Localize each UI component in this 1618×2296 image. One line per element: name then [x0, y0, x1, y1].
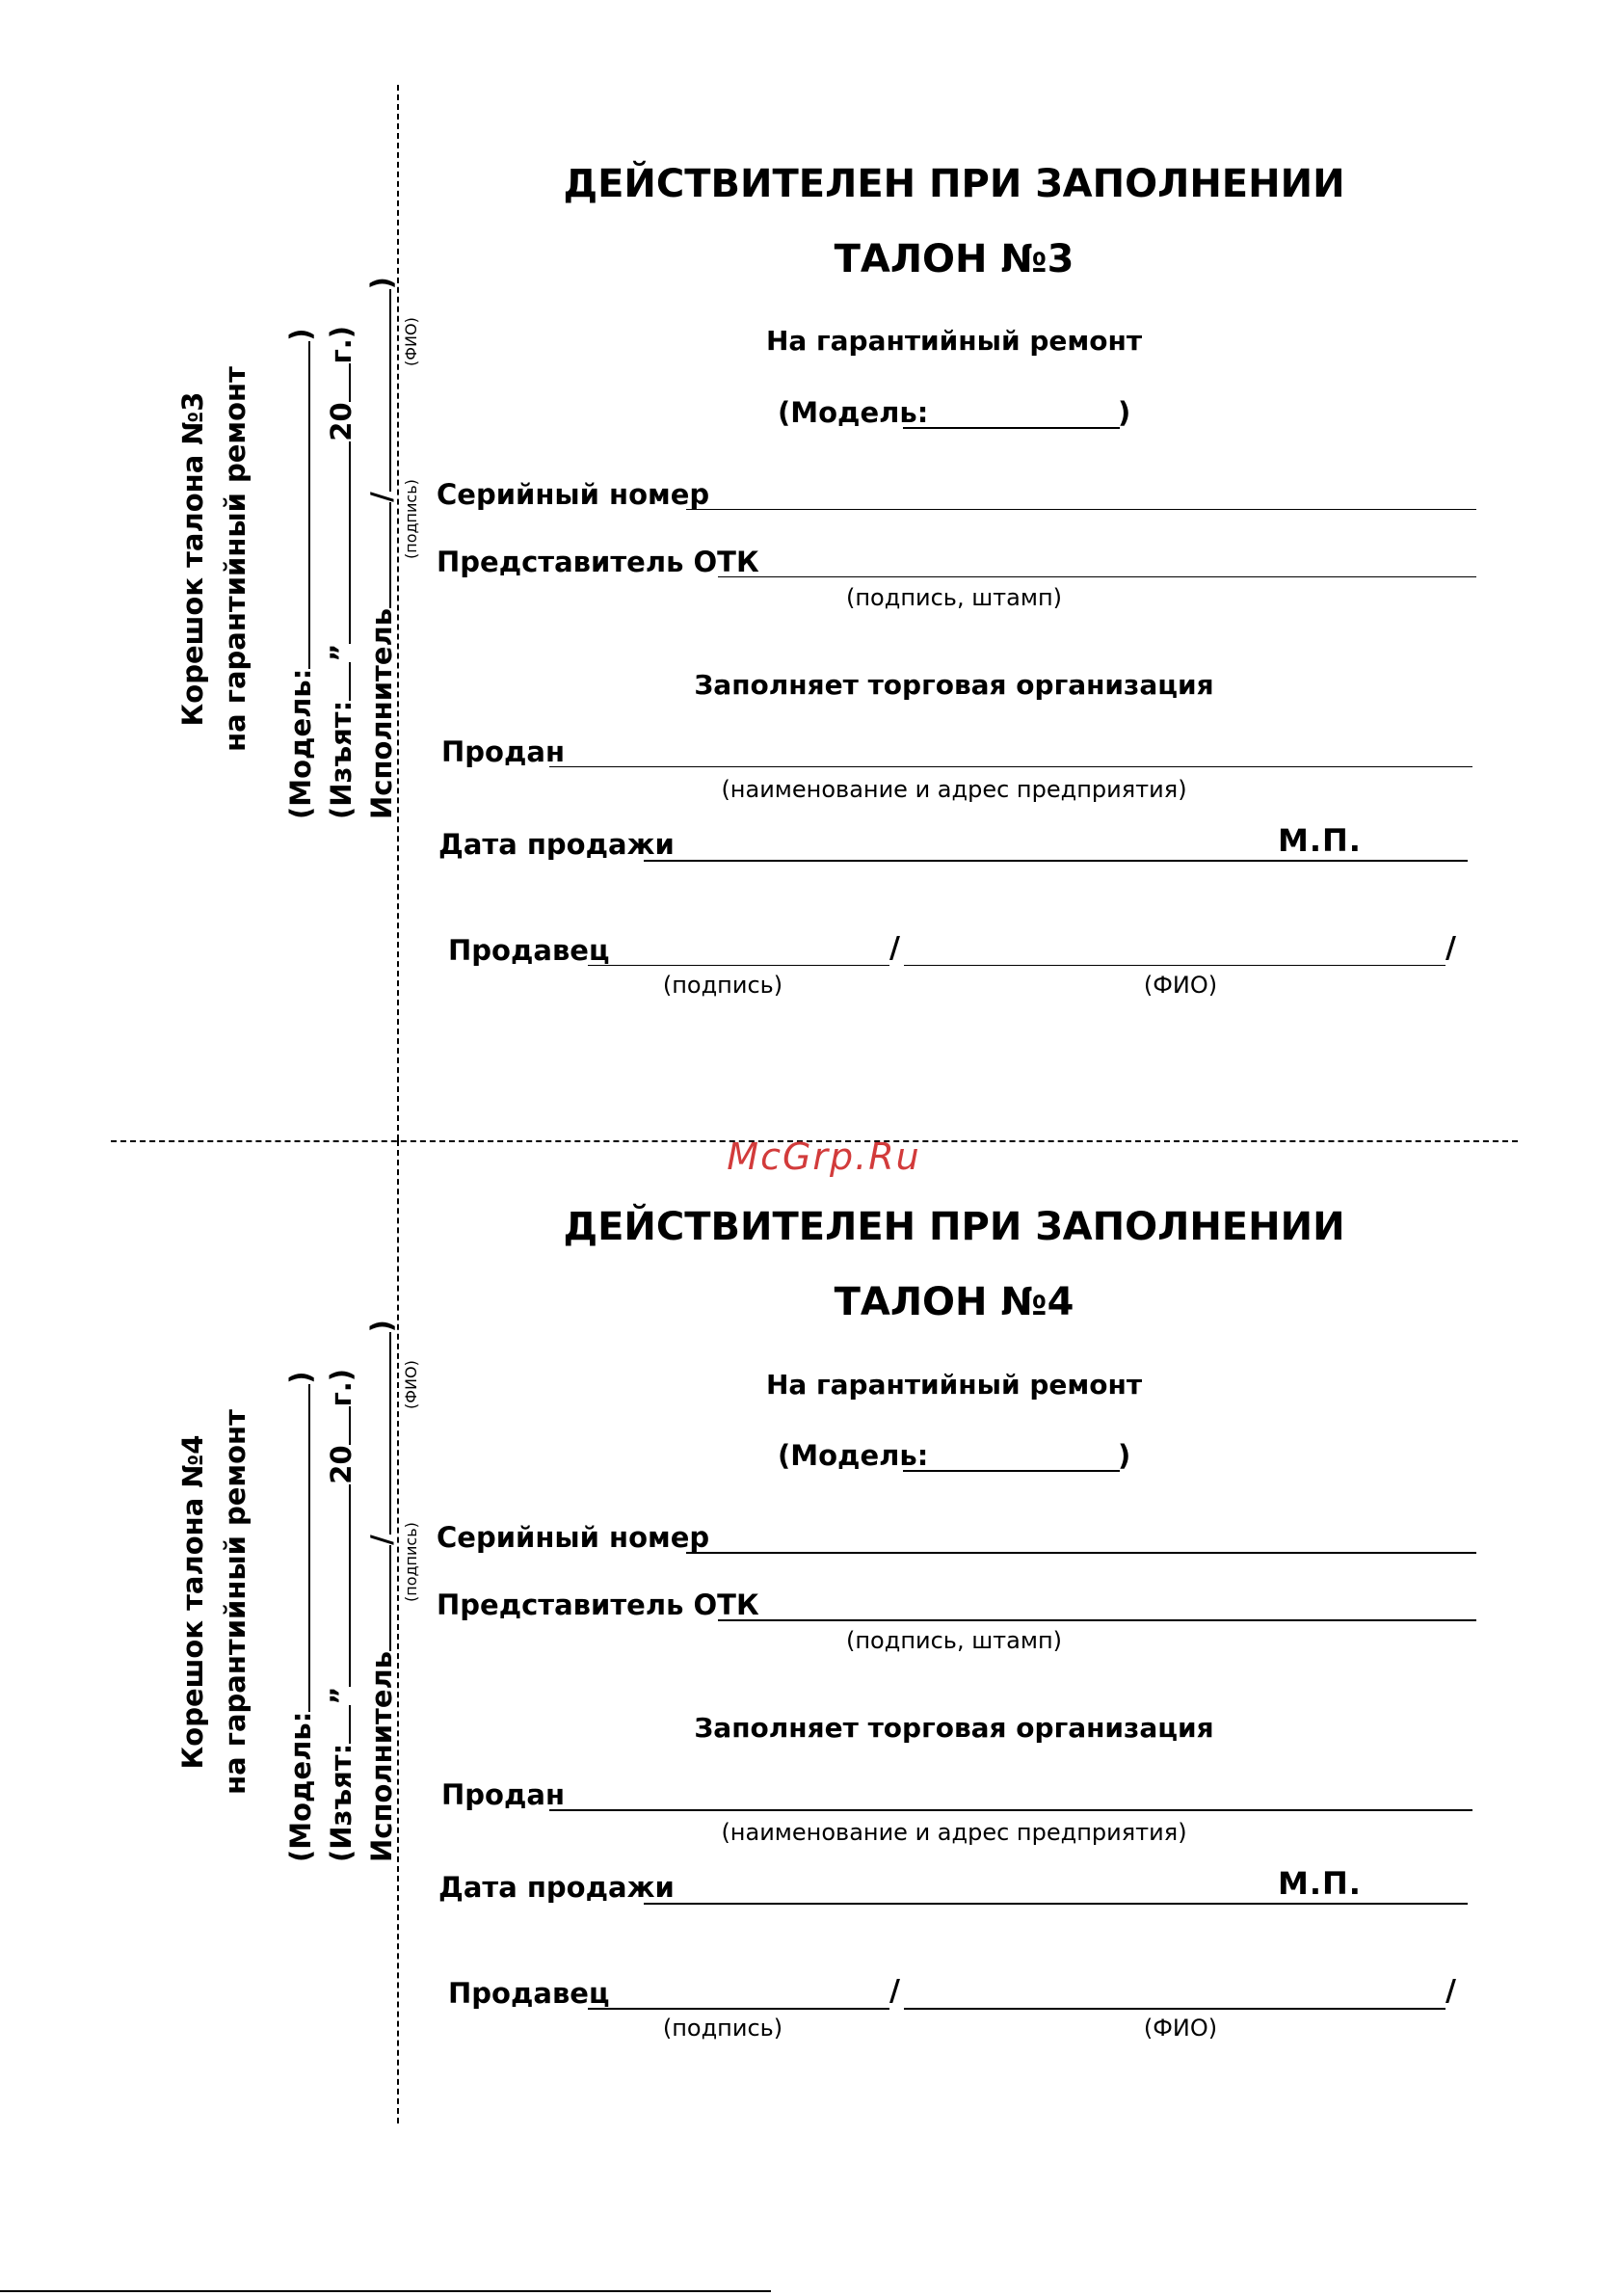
seller-sign-caption: (подпись)	[662, 972, 783, 999]
stub-seized-row	[320, 299, 358, 819]
repair-type: На гарантийный ремонт	[765, 1369, 1143, 1401]
sale-date-line[interactable]	[644, 860, 1468, 862]
stub-seized-quote: ”	[325, 1686, 358, 1705]
coupon-title: ТАЛОН №3	[834, 237, 1074, 281]
seller-name-line[interactable]	[904, 965, 1446, 966]
seller-slash-2: /	[1446, 1974, 1456, 2008]
stub-model-line[interactable]	[279, 1384, 310, 1712]
model-prefix: (Модель:	[778, 396, 929, 429]
stub-seized-label: (Изъят:	[325, 700, 358, 819]
stub-seized-day-line[interactable]	[320, 1705, 351, 1744]
stub-executor-label: Исполнитель	[365, 607, 398, 819]
seller-slash-1: /	[889, 931, 900, 965]
coupon-title: ТАЛОН №4	[834, 1280, 1074, 1324]
stub-model-line[interactable]	[279, 341, 310, 669]
stub-executor-row	[360, 277, 399, 819]
sale-date-label: Дата продажи	[438, 828, 675, 861]
serial-number-label: Серийный номер	[437, 478, 710, 511]
trade-header: Заполняет торговая организация	[694, 1712, 1214, 1744]
stub-name-caption: (ФИО)	[402, 317, 420, 366]
seller-name-caption: (ФИО)	[1143, 2015, 1218, 2042]
stub-model-close: )	[284, 328, 317, 341]
stub-seized-row	[320, 1342, 358, 1862]
stub-sign-caption: (подпись)	[402, 1522, 420, 1602]
sold-line[interactable]	[549, 766, 1472, 767]
sold-line[interactable]	[549, 1809, 1472, 1811]
stub-seized-year-suffix: г.)	[325, 1368, 358, 1407]
seller-name-caption: (ФИО)	[1143, 972, 1218, 999]
seller-label: Продавец	[448, 934, 610, 967]
stub-sign-caption: (подпись)	[402, 479, 420, 559]
serial-number-label: Серийный номер	[437, 1521, 710, 1554]
stub-executor-close: )	[365, 277, 398, 290]
stub-seized-month-line[interactable]	[320, 441, 351, 644]
sale-date-label: Дата продажи	[438, 1871, 675, 1904]
stamp-place-label: М.П.	[1278, 1865, 1362, 1902]
stub-seized-year: 20	[325, 402, 358, 441]
stub-executor-sign-line[interactable]	[360, 1545, 391, 1651]
seller-sign-line[interactable]	[588, 965, 889, 966]
stub-model-label: (Модель:	[284, 668, 317, 819]
bottom-edge-line	[0, 2290, 771, 2292]
seller-slash-2: /	[1446, 931, 1456, 965]
stub-model-row	[279, 299, 318, 819]
model-prefix: (Модель:	[778, 1439, 929, 1472]
stub-seized-year: 20	[325, 1445, 358, 1484]
stub-seized-year-suffix: г.)	[325, 325, 358, 364]
stub-seized-month-line[interactable]	[320, 1484, 351, 1687]
stub-title-line1: Корешок талона №3	[176, 391, 209, 727]
model-field-line[interactable]	[903, 427, 1120, 429]
stub-title-line2: на гарантийный ремонт	[219, 366, 252, 752]
stub-executor-name-line[interactable]	[360, 289, 391, 492]
coupon-header: ДЕЙСТВИТЕЛЕН ПРИ ЗАПОЛНЕНИИ	[563, 162, 1345, 206]
seller-slash-1: /	[889, 1974, 900, 2008]
repair-type: На гарантийный ремонт	[765, 325, 1143, 357]
stub-seized-quote: ”	[325, 643, 358, 662]
otk-label: Представитель ОТК	[437, 546, 759, 578]
stub-title-line2: на гарантийный ремонт	[219, 1409, 252, 1795]
seller-name-line[interactable]	[904, 2008, 1446, 2010]
stub-3	[173, 277, 482, 819]
seller-label: Продавец	[448, 1977, 610, 2010]
sale-date-line[interactable]	[644, 1903, 1468, 1905]
sold-label: Продан	[441, 735, 565, 768]
stub-seized-year-line[interactable]	[320, 1406, 351, 1445]
stub-executor-sign-line[interactable]	[360, 502, 391, 608]
model-field-line[interactable]	[903, 1470, 1120, 1472]
sold-caption: (наименование и адрес предприятия)	[721, 1819, 1187, 1846]
watermark-logo: McGrp.Ru	[727, 1135, 921, 1178]
stub-executor-label: Исполнитель	[365, 1650, 398, 1862]
stub-seized-year-line[interactable]	[320, 363, 351, 402]
seller-sign-caption: (подпись)	[662, 2015, 783, 2042]
otk-caption: (подпись, штамп)	[845, 584, 1063, 611]
stub-executor-slash: /	[365, 1535, 398, 1545]
stub-name-caption: (ФИО)	[402, 1360, 420, 1409]
trade-header: Заполняет торговая организация	[694, 669, 1214, 701]
sold-label: Продан	[441, 1778, 565, 1811]
stub-executor-name-line[interactable]	[360, 1332, 391, 1535]
stub-executor-slash: /	[365, 492, 398, 502]
otk-label: Представитель ОТК	[437, 1589, 759, 1621]
coupon-header: ДЕЙСТВИТЕЛЕН ПРИ ЗАПОЛНЕНИИ	[563, 1205, 1345, 1249]
stub-executor-close: )	[365, 1320, 398, 1333]
stub-model-label: (Модель:	[284, 1711, 317, 1862]
model-suffix: )	[1118, 1439, 1131, 1472]
stub-executor-row	[360, 1320, 399, 1862]
stub-model-close: )	[284, 1371, 317, 1384]
stub-4	[173, 1320, 482, 1862]
stub-seized-label: (Изъят:	[325, 1743, 358, 1862]
stub-seized-day-line[interactable]	[320, 662, 351, 701]
sold-caption: (наименование и адрес предприятия)	[721, 776, 1187, 803]
serial-number-line[interactable]	[686, 509, 1476, 510]
stamp-place-label: М.П.	[1278, 822, 1362, 859]
serial-number-line[interactable]	[686, 1552, 1476, 1554]
seller-sign-line[interactable]	[588, 2008, 889, 2010]
otk-line[interactable]	[718, 1619, 1476, 1621]
model-suffix: )	[1118, 396, 1131, 429]
otk-caption: (подпись, штамп)	[845, 1627, 1063, 1654]
stub-title-line1: Корешок талона №4	[176, 1434, 209, 1770]
stub-model-row	[279, 1342, 318, 1862]
otk-line[interactable]	[718, 576, 1476, 577]
